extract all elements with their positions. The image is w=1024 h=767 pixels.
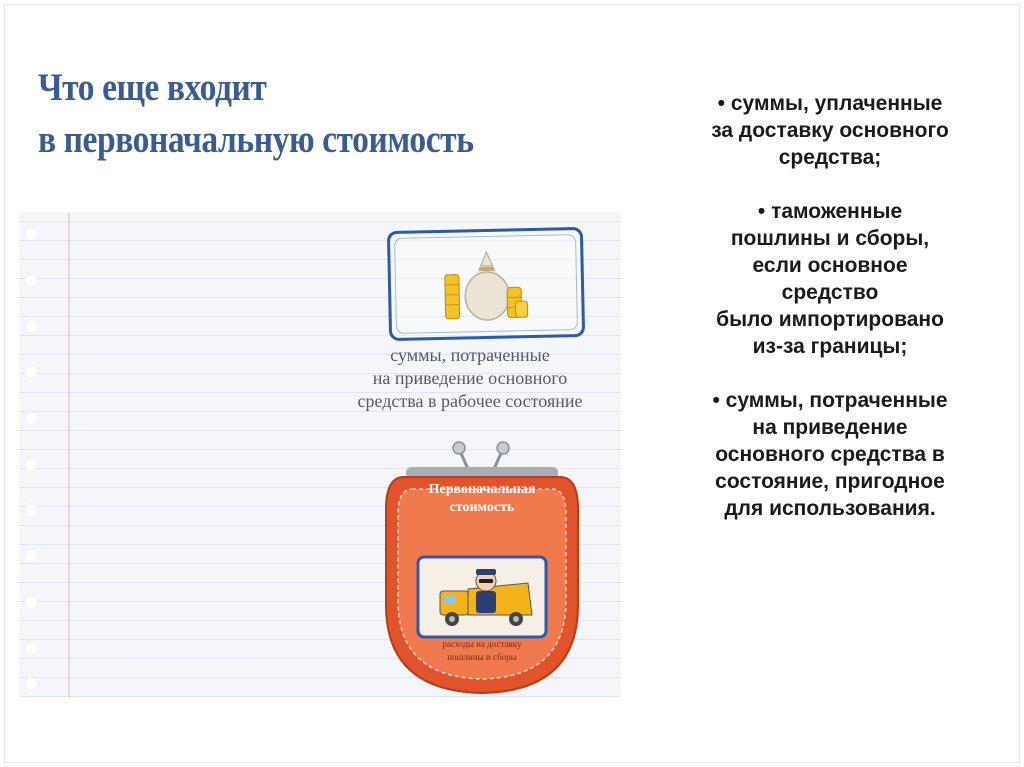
paper-hole bbox=[24, 595, 37, 608]
paper-hole bbox=[24, 503, 37, 516]
money-bag-icon bbox=[440, 239, 532, 325]
customs-officer-icon bbox=[476, 569, 496, 613]
bullet-line bbox=[640, 90, 1020, 117]
purse-title-line: Первоначальная bbox=[428, 482, 536, 497]
illustration-caption bbox=[320, 344, 620, 413]
bullet-line: основного средства в bbox=[715, 443, 945, 466]
bullet-text: суммы, потраченные bbox=[725, 389, 948, 412]
purse-title-line: стоимость bbox=[449, 500, 515, 515]
caption-line: средства в рабочее состояние bbox=[357, 391, 583, 411]
bullet-line: из-за границы; bbox=[752, 335, 908, 358]
bullet-line: для использования. bbox=[724, 497, 936, 520]
purse-footer-line: расходы на доставку bbox=[442, 639, 522, 649]
bullet-line: было импортировано bbox=[716, 308, 944, 331]
purse-footer-text bbox=[412, 638, 552, 664]
paper-hole bbox=[24, 227, 37, 240]
bullet-line bbox=[640, 387, 1020, 414]
bullet-item bbox=[640, 90, 1020, 171]
paper-hole bbox=[24, 411, 37, 424]
paper-hole bbox=[24, 549, 37, 562]
bullet-text: суммы, уплаченные bbox=[730, 92, 943, 115]
slide-title-line-1: Что еще входит bbox=[38, 66, 267, 109]
paper-margin-line bbox=[68, 213, 70, 697]
money-frame bbox=[387, 227, 585, 341]
bullet-marker: • bbox=[757, 200, 766, 223]
paper-hole bbox=[24, 273, 37, 286]
bullet-line: средство bbox=[781, 281, 879, 304]
bullet-marker: • bbox=[717, 92, 726, 115]
slide-title-line-2: в первоначальную стоимость bbox=[38, 118, 474, 161]
caption-line: суммы, потраченные bbox=[390, 345, 550, 365]
bullet-line: на приведение bbox=[752, 416, 908, 439]
paper-hole bbox=[24, 641, 37, 654]
purse-title bbox=[412, 481, 552, 517]
paper-hole bbox=[24, 457, 37, 470]
slide-title bbox=[38, 62, 638, 166]
paper-hole bbox=[24, 365, 37, 378]
bullet-marker: • bbox=[712, 389, 720, 412]
bullet-line bbox=[640, 198, 1020, 225]
bullet-line: за доставку основного bbox=[711, 119, 949, 142]
paper-hole bbox=[24, 319, 37, 332]
bullet-list bbox=[640, 90, 1020, 549]
bullet-line: состояние, пригодное bbox=[715, 470, 945, 493]
bullet-line: пошлины и сборы, bbox=[730, 227, 930, 250]
purse-footer-line: пошлины и сборы bbox=[447, 652, 517, 662]
caption-line: на приведение основного bbox=[372, 368, 568, 388]
bullet-line: средства; bbox=[778, 146, 882, 169]
bullet-item bbox=[640, 198, 1020, 360]
bullet-line: если основное bbox=[752, 254, 908, 277]
notebook-paper-illustration bbox=[20, 213, 620, 697]
bullet-item bbox=[640, 387, 1020, 522]
paper-hole bbox=[24, 677, 37, 690]
bullet-text: таможенные bbox=[771, 200, 903, 223]
